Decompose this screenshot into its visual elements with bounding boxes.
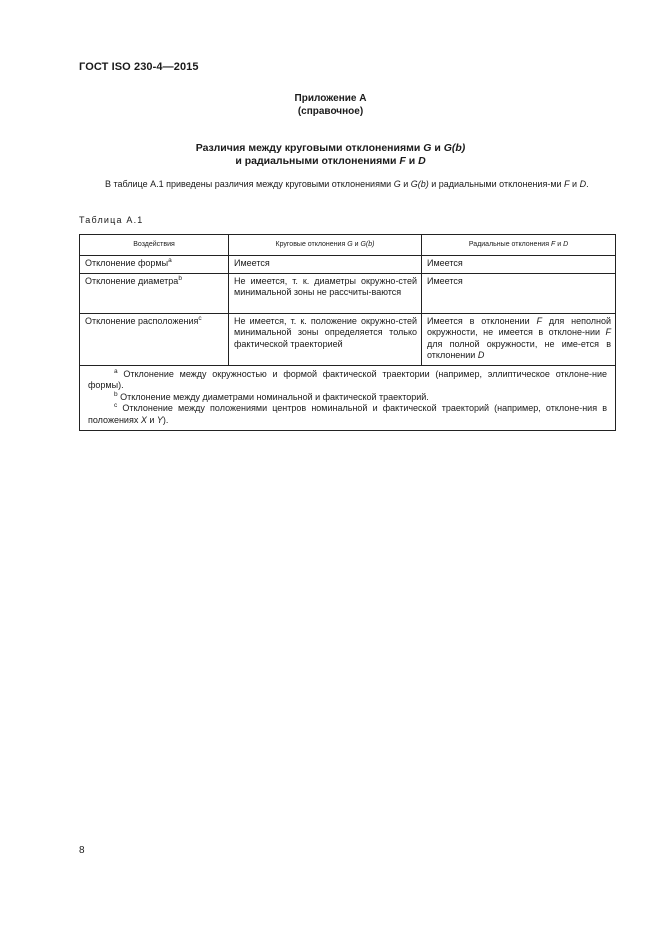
annex-title: Приложение А	[294, 93, 367, 104]
footnote-c: $^c$ Отклонение между положениями центров номинальной и фактической траекторий (например, отклоне-ния в положениях X и Y).	[88, 402, 607, 425]
table-row	[80, 313, 616, 365]
radial-cell: Имеется	[422, 273, 616, 313]
effect-cell: Отклонение расположения$^c$	[80, 313, 229, 365]
footnote-a: $^a$ Отклонение между окружностью и формой фактической траектории (например, эллиптическое отклоне-ние формы).	[88, 367, 607, 390]
annex-section-title-line1: Различия между круговыми отклонениями G и G(b)	[195, 142, 466, 154]
circular-cell: Не имеется, т. к. положение окружно-стей минимальной зоны определяется только фактической траекторией	[229, 313, 422, 365]
circular-cell: Не имеется, т. к. диаметры окружно-стей минимальной зоны не рассчиты-ваются	[229, 273, 422, 313]
header-effects: Воздействия	[80, 235, 229, 256]
footnote-b: $^b$ Отклонение между диаметрами номинальной и фактической траекторий.	[114, 390, 429, 402]
radial-cell: Имеется в отклонении F для неполной окружности, не имеется в отклоне-нии F для полной окружности, не име-ется в отклонении D	[422, 313, 616, 365]
radial-cell: Имеется	[422, 256, 616, 274]
effect-cell: Отклонение диаметра$^b$	[80, 273, 229, 313]
annex-section-title-line2: и радиальными отклонениями F и D	[235, 155, 426, 167]
intro-paragraph: В таблице А.1 приведены различия между круговыми отклонениями G и G(b) и радиальными отклонения-ми F и D.	[105, 179, 589, 189]
header-radial: Радиальные отклонения F и D	[422, 235, 616, 256]
deviation-comparison-table	[79, 234, 616, 431]
annex-section-title	[0, 142, 661, 168]
table-row	[80, 273, 616, 313]
circular-cell: Имеется	[229, 256, 422, 274]
page-number: 8	[79, 845, 85, 856]
header-circular: Круговые отклонения G и G(b)	[229, 235, 422, 256]
document-code: ГОСТ ISO 230-4—2015	[79, 61, 199, 73]
annex-heading	[0, 92, 661, 118]
table-row	[80, 256, 616, 274]
effect-cell: Отклонение формы$^a$	[80, 256, 229, 274]
table-label: Таблица А.1	[79, 215, 144, 225]
annex-subtitle: (справочное)	[297, 106, 364, 117]
table-footnotes	[80, 365, 616, 431]
table-footnotes-row	[80, 365, 616, 431]
table-header-row	[80, 235, 616, 256]
